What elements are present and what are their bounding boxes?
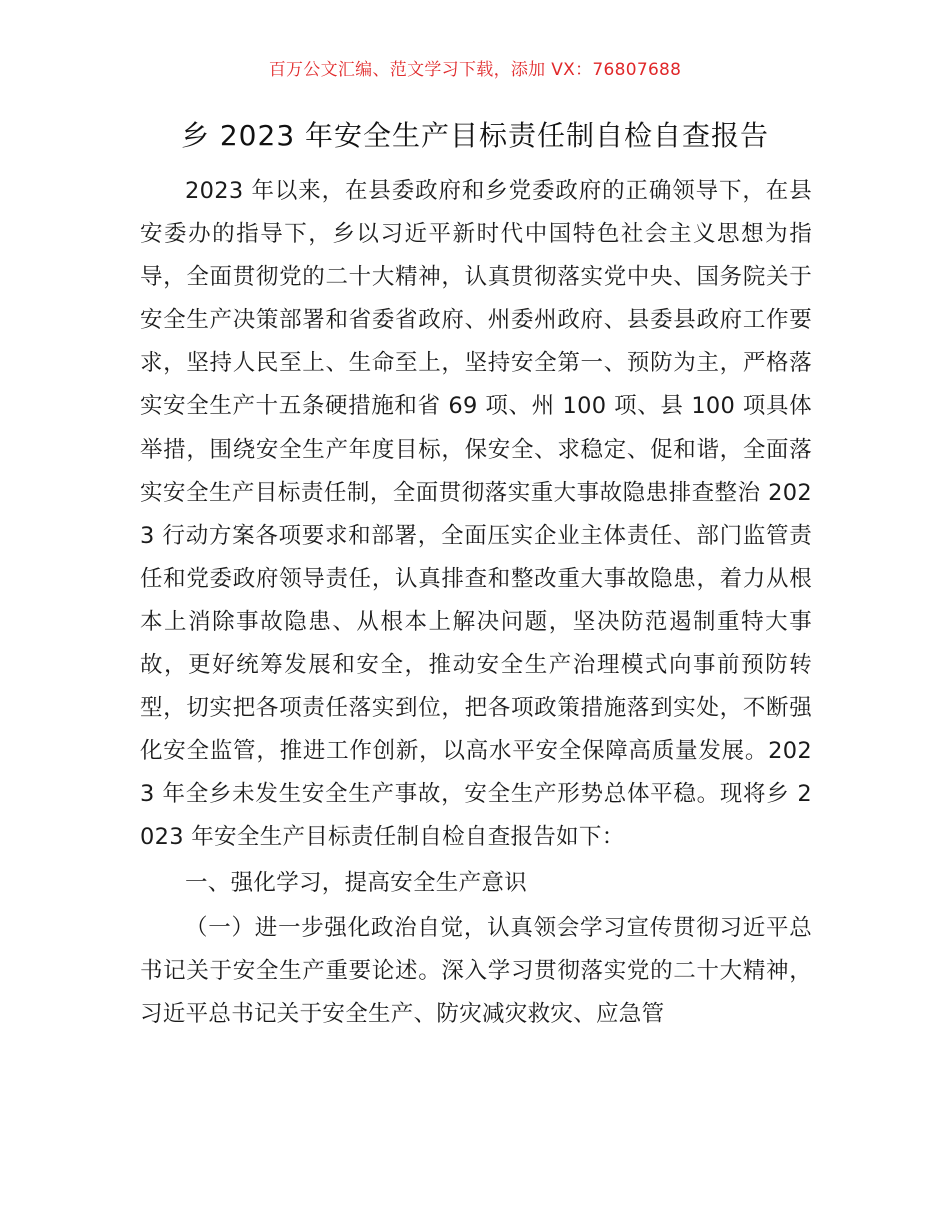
document-title: 乡 2023 年安全生产目标责任制自检自查报告 (180, 119, 770, 152)
document-body (140, 170, 812, 1036)
intro-paragraph: 2023 年以来，在县委政府和乡党委政府的正确领导下，在县安委办的指导下，乡以习近平新时代中国特色社会主义思想为指导，全面贯彻党的二十大精神，认真贯彻落实党中央、国务院关于安全生产决策部署和省委省政府、州委州政府、县委县政府工作要求，坚持人民至上、生命至上，坚持安全第一、预防为主，严格落实安全生产十五条硬措施和省 69 项、州 100 项、县 100 项具体举措，围绕安全生产年度目标，保安全、求稳定、促和谐，全面落实安全生产目标责任制，全面贯彻落实重大事故隐患排查整治 2023 行动方案各项要求和部署，全面压实企业主体责任、部门监管责任和党委政府领导责任，认真排查和整改重大事故隐患，着力从根本上消除事故隐患、从根本上解决问题，坚决防范遏制重特大事故，更好统筹发展和安全，推动安全生产治理模式向事前预防转型，切实把各项责任落实到位，把各项政策措施落到实处，不断强化安全监管，推进工作创新，以高水平安全保障高质量发展。2023 年全乡未发生安全生产事故，安全生产形势总体平稳。现将乡 2023 年安全生产目标责任制自检自查报告如下： (140, 178, 812, 851)
section-paragraph: （一）进一步强化政治自觉，认真领会学习宣传贯彻习近平总书记关于安全生产重要论述。深入学习贯彻落实党的二十大精神，习近平总书记关于安全生产、防灾减灾救灾、应急管 (140, 914, 812, 1027)
section-heading: 一、强化学习，提高安全生产意识 (185, 869, 528, 896)
watermark-header: 百万公文汇编、范文学习下载，添加 VX：76807688 (268, 60, 682, 80)
